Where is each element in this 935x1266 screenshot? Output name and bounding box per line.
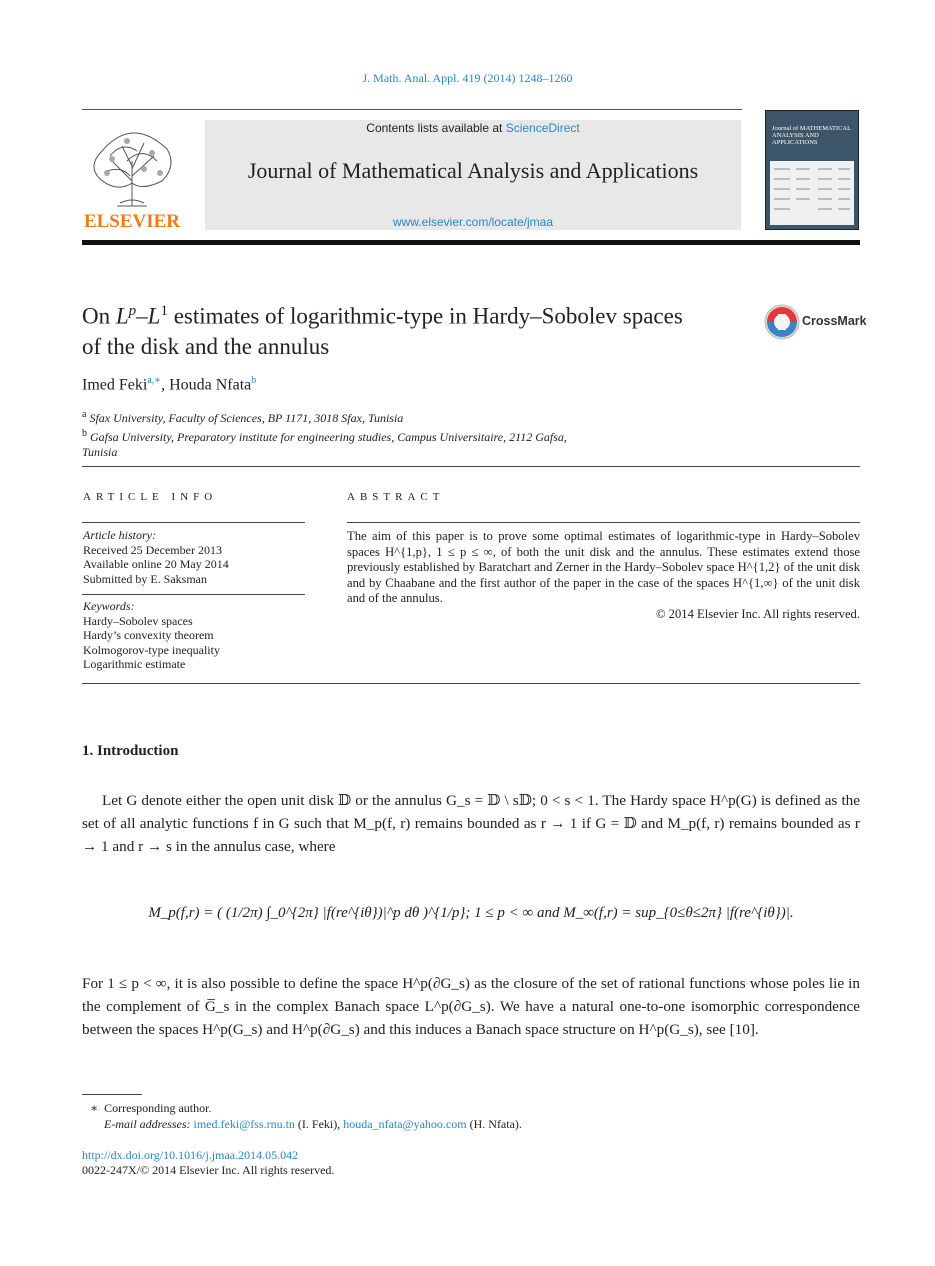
- footnote-rule: [82, 1094, 142, 1095]
- article-history: [83, 528, 229, 586]
- journal-cover-image: [765, 110, 859, 230]
- author-list: Imed Feki$^{a,∗}$, Houda Nfata$^b$: [82, 375, 257, 394]
- article-info-heading: ARTICLE INFO: [83, 491, 218, 503]
- keyword: Logarithmic estimate: [83, 657, 186, 671]
- affiliation-b-mark: b: [82, 428, 87, 439]
- keyword: Hardy–Sobolev spaces: [83, 613, 193, 628]
- affiliation-a-mark: a: [82, 409, 87, 420]
- divider: [82, 466, 860, 467]
- issn-line: 0022-247X/© 2014 Elsevier Inc. All rights reserved.: [82, 1163, 335, 1177]
- sciencedirect-link[interactable]: ScienceDirect: [505, 121, 580, 135]
- footnotes: [90, 1100, 522, 1132]
- affiliation-b: [82, 426, 722, 445]
- header-thick-rule: [82, 240, 860, 245]
- journal-url-link[interactable]: www.elsevier.com/locate/jmaa: [392, 215, 554, 229]
- author-1-marks[interactable]: a,∗: [147, 375, 162, 386]
- crossmark-badge[interactable]: [764, 304, 867, 340]
- contents-line: [205, 121, 741, 135]
- divider: [347, 522, 860, 523]
- title-line-2: of the disk and the annulus: [82, 333, 330, 359]
- cover-title: Journal of MATHEMATICAL ANALYSIS AND APPLICATIONS: [772, 125, 851, 146]
- received-date: Received 25 December 2013: [83, 542, 222, 557]
- email-2-name: (H. Nfata).: [469, 1117, 522, 1131]
- email-link-2[interactable]: houda_nfata@yahoo.com: [343, 1117, 467, 1131]
- affiliation-b-cont: Tunisia: [82, 445, 118, 459]
- corresponding-mark: ∗: [90, 1101, 99, 1115]
- doi-link[interactable]: http://dx.doi.org/10.1016/j.jmaa.2014.05.042: [82, 1148, 299, 1162]
- header-rule: [82, 109, 742, 110]
- journal-name: Journal of Mathematical Analysis and Applications: [247, 158, 699, 183]
- corresponding-text: Corresponding author.: [104, 1101, 212, 1115]
- author-2: Houda Nfata: [169, 376, 252, 394]
- divider: [82, 594, 305, 595]
- author-1: Imed Feki: [82, 376, 148, 394]
- keyword: Hardy’s convexity theorem: [83, 628, 214, 642]
- paragraph-2: For 1 ≤ p < ∞, it is also possible to define the space H^p(∂G_s) as the closure of the set of rational functions whose poles lie in the complement of G̅_s in the complex Banach space L^p(∂G_s). We have a natural one-to-one isomorphic correspondence between the spaces H^p(G_s) and H^p(∂G_s) and this induces a Banach space structure on H^p(G_s), see [10].: [82, 975, 860, 1038]
- email-1-name: (I. Feki),: [297, 1117, 341, 1131]
- cover-contents-panel: [770, 161, 854, 225]
- affiliations: [82, 407, 722, 460]
- cover-text-lines-icon: [770, 161, 854, 225]
- elsevier-logo: [82, 121, 182, 231]
- affiliation-b-text: Gafsa University, Preparatory institute for engineering studies, Campus Universitaire, 2112 Gafsa,: [90, 430, 567, 444]
- doi-block: [82, 1148, 334, 1178]
- abstract-copyright: © 2014 Elsevier Inc. All rights reserved.: [655, 607, 860, 621]
- elsevier-wordmark: ELSEVIER: [83, 211, 181, 232]
- crossmark-icon: [764, 304, 800, 340]
- history-label: Article history:: [83, 528, 156, 542]
- contents-prefix: Contents lists available at: [366, 121, 506, 135]
- citation-line[interactable]: J. Math. Anal. Appl. 419 (2014) 1248–1260: [362, 71, 573, 85]
- divider: [82, 522, 305, 523]
- keyword: Kolmogorov-type inequality: [83, 642, 220, 657]
- email-note: [90, 1116, 522, 1132]
- affiliation-a: [82, 407, 722, 426]
- title-line-1: On $L^p-L^1$ estimates of logarithmic-type in Hardy–Sobolev spaces: [82, 303, 683, 329]
- keywords: [83, 599, 220, 672]
- affiliation-a-text: Sfax University, Faculty of Sciences, BP 1171, 3018 Sfax, Tunisia: [89, 411, 404, 425]
- section-heading: 1. Introduction: [82, 743, 179, 759]
- equation-text: M_p(f,r) = ( (1/2π) ∫_0^{2π} |f(re^{iθ})|^p dθ )^{1/p}; 1 ≤ p < ∞ and M_∞(f,r) = sup_{0≤θ≤2π} |f(re^{iθ})|.: [148, 905, 794, 921]
- email-link-1[interactable]: imed.feki@fss.rnu.tn: [193, 1117, 295, 1131]
- corresponding-author-note: [90, 1100, 522, 1116]
- abstract-heading: ABSTRACT: [347, 491, 445, 503]
- keywords-label: Keywords:: [83, 599, 135, 613]
- abstract-text: The aim of this paper is to prove some optimal estimates of logarithmic-type in Hardy–Sobolev spaces H^{1,p}, 1 ≤ p ≤ ∞, of both the unit disk and the annulus. These estimates extend those previously established by Baratchart and Zerner in the Hardy–Sobolev space H^{1,2} of the unit disk and by Chaabane and the first author of the paper in the case of the spaces H^{1,∞} of the unit disk and of the annulus.: [347, 529, 860, 606]
- display-equation: [82, 885, 860, 955]
- submitted-by: Submitted by E. Saksman: [83, 571, 207, 586]
- author-2-marks[interactable]: b: [251, 375, 257, 386]
- email-label: E-mail addresses:: [104, 1117, 191, 1131]
- paragraph-1: Let G denote either the open unit disk 𝔻 or the annulus G_s = 𝔻 \ s𝔻; 0 < s < 1. The Hardy space H^p(G) is defined as the set of all analytic functions f in G such that M_p(f, r) remains bounded as r → 1 if G = 𝔻 and M_p(f, r) remains bounded as r → 1 and r → s in the annulus case, where: [82, 792, 860, 855]
- crossmark-label: CrossMark: [802, 314, 867, 328]
- article-title: [82, 296, 752, 362]
- available-date: Available online 20 May 2014: [83, 557, 229, 571]
- divider: [82, 683, 860, 684]
